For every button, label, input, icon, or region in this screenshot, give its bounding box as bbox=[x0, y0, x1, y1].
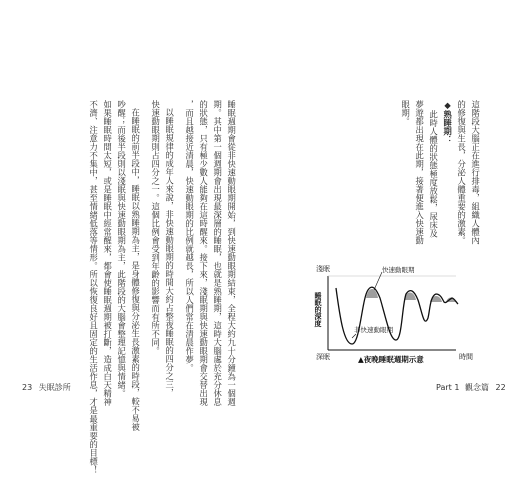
right-col-5: 夢遊都出現在此期，接著便進入快速動 bbox=[414, 100, 425, 245]
left-book-title: 失眠診所 bbox=[38, 383, 71, 392]
x-axis-label: 時間 bbox=[459, 353, 473, 361]
chart-caption: ▲夜晚睡眠週期示意 bbox=[358, 355, 424, 364]
left-page-number: 23 bbox=[22, 383, 33, 392]
sleep-cycle-chart bbox=[296, 258, 486, 370]
right-page-number: 22 bbox=[495, 383, 506, 392]
left-footer bbox=[22, 382, 71, 393]
right-section: Part 1 bbox=[436, 383, 460, 392]
left-col-5: 以睡眠規律的成年人來說，非快速動眼期的時間大約占整夜睡眠的四分之三， bbox=[164, 108, 175, 397]
left-col-4: ，而且越接近清晨，快速動眼期的比例就越長，所以人們常在清晨作夢。 bbox=[184, 100, 195, 372]
right-title: 觀念篇 bbox=[464, 383, 489, 392]
left-col-2: 期。其中第一個週期會出現最深層的睡眠，也就是熟睡期，這時大腦處於充分休息 bbox=[212, 100, 223, 406]
right-col-2: 的修復與生長，分泌人體重要的激素。 bbox=[456, 100, 467, 245]
rem-callout-line bbox=[374, 272, 382, 290]
right-col-4: 此時人體的狀態極度放鬆，尿床及 bbox=[428, 110, 439, 238]
left-col-6: 快速動眼期則占四分之一。這個比例會受到年齡的影響而有所不同。 bbox=[150, 100, 161, 355]
left-col-3: 的狀態，只有極少數人能夠在這時醒來。接下來，淺眠期與快速動眼期會交替出現 bbox=[198, 100, 209, 406]
right-col-6: 眼期。 bbox=[400, 100, 411, 126]
y-axis-label: 睡眠的深度 bbox=[314, 292, 322, 327]
right-footer bbox=[436, 382, 506, 393]
nrem-callout-line bbox=[352, 334, 356, 338]
y-top-label: 淺眠 bbox=[316, 265, 330, 273]
left-col-9: 如果睡眠時間太短，或是睡眠中經常醒來，都會使睡眠週期被打斷，造成白天精神 bbox=[102, 100, 113, 406]
right-col-heading: ◆熟睡期： bbox=[442, 100, 453, 145]
left-col-7: 在睡眠的前半段中，睡眠以熟睡期為主，是身體修復與分泌生長激素的時段，較不易被 bbox=[130, 108, 141, 431]
nrem-annotation: 非快速動眼期 bbox=[354, 326, 393, 334]
left-col-10: 不濟、注意力不集中，甚至情緒低落等情形。所以恢復良好且固定的生活作息，才是最重要的目標！ bbox=[88, 100, 99, 474]
left-col-8: 吵醒；而後半段則以淺眠與快速動眼期為主，此階段的大腦會整理記憶與情緒。 bbox=[116, 100, 127, 398]
y-bottom-label: 深眠 bbox=[316, 353, 330, 361]
right-col-1: 這階段大腦正在進行排毒，組織人體內 bbox=[470, 100, 481, 245]
rem-annotation: 快速動眼期 bbox=[382, 266, 415, 274]
left-col-1: 睡眠週期會從非快速動眼期開始，到快速動眼期結束，全程大約九十分鐘為一個週 bbox=[226, 100, 237, 406]
